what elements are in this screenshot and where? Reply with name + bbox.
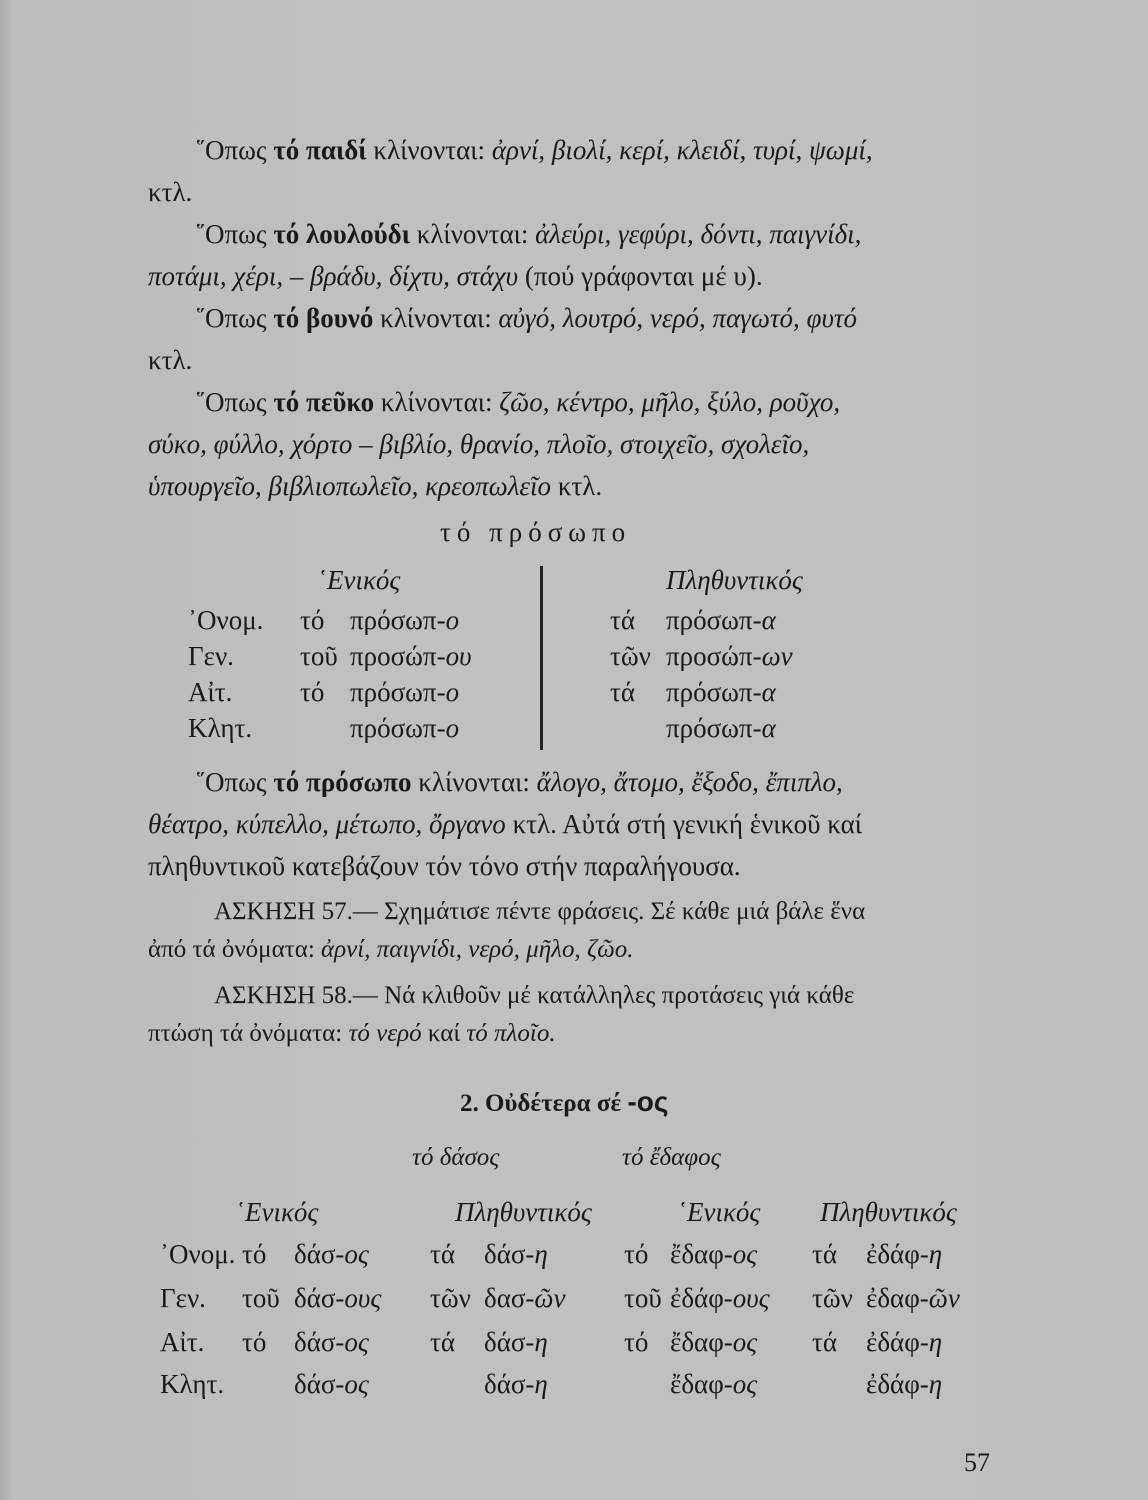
para3-lead: ῞Οπως <box>196 303 274 333</box>
table1-sg-form <box>350 638 471 674</box>
table2-header-plural-1: Πληθυντικός <box>455 1197 592 1227</box>
para4-lead: ῞Οπως <box>196 387 274 417</box>
table2-stem: δάσ- <box>294 1327 345 1357</box>
table2-form <box>484 1280 565 1316</box>
table2-form <box>484 1366 548 1402</box>
table2-form <box>670 1324 757 1360</box>
table2-ending: ος <box>732 1327 758 1357</box>
exercise-58-line1: ΑΣΚΗΣΗ 58.— Νά κλιθοῦν μέ κατάλληλες προτάσεις γιά κάθε <box>214 982 855 1009</box>
para4-list3: ὑπουργεῖο, βιβλιοπωλεῖο, κρεοπωλεῖο <box>148 471 552 501</box>
para4-line1 <box>196 382 840 422</box>
table1-case: Αἰτ. <box>188 677 233 707</box>
table1-case: Γεν. <box>188 641 234 671</box>
table2-stem: ἔδαφ- <box>670 1327 733 1357</box>
table1-pl-form <box>666 602 776 638</box>
table2-form <box>670 1236 757 1272</box>
exercise-57-words: ἀρνί, παιγνίδι, νερό, μῆλο, ζῶο. <box>321 936 634 963</box>
table2-form <box>294 1280 381 1316</box>
table1-pl-stem: πρόσωπ- <box>666 713 762 743</box>
table2-article: τοῦ <box>242 1283 280 1313</box>
para3-keyword: τό βουνό <box>273 303 374 333</box>
table2-stem: δασ- <box>484 1283 535 1313</box>
table2-stem: ἐδάφ- <box>866 1369 929 1399</box>
table2-ending: η <box>928 1369 943 1399</box>
table2-stem: ἐδάφ- <box>670 1283 733 1313</box>
page-number: 57 <box>964 1448 990 1477</box>
table2-form <box>484 1324 548 1360</box>
table1-sg-form <box>350 602 459 638</box>
table2-header-singular-2: ῾Ενικός <box>678 1197 761 1227</box>
table2-form <box>866 1280 960 1316</box>
table2-form <box>670 1280 770 1316</box>
para5-verb: κλίνονται: <box>411 767 537 797</box>
table2-ending: η <box>928 1239 943 1269</box>
table2-article: τά <box>812 1239 837 1269</box>
table2-stem: δάσ- <box>484 1239 535 1269</box>
para3-tail: κτλ. <box>148 345 193 375</box>
table1-sg-stem: προσώπ- <box>350 641 446 671</box>
table1-case: Κλητ. <box>188 713 253 743</box>
table2-form <box>484 1236 548 1272</box>
table2-form <box>866 1324 942 1360</box>
section2-heading-suffix: -ος <box>627 1086 669 1117</box>
table2-ending: η <box>534 1369 548 1399</box>
exercise-58-lead: πτώση τά ὀνόματα: <box>148 1020 349 1047</box>
table2-ending: ος <box>732 1239 758 1269</box>
para4-verb: κλίνονται: <box>374 387 500 417</box>
table1-pl-article: τά <box>610 605 635 635</box>
para4-keyword: τό πεῦκο <box>273 387 375 417</box>
table2-stem: ἔδαφ- <box>670 1239 733 1269</box>
para3-line1 <box>196 298 857 338</box>
para5-line3: πληθυντικοῦ κατεβάζουν τόν τόνο στήν παραλήγουσα. <box>148 851 741 881</box>
table2-form <box>294 1366 369 1402</box>
para2-lead: ῞Οπως <box>196 219 274 249</box>
table2-article: τά <box>812 1327 837 1357</box>
para4-list: ζῶο, κέντρο, μῆλο, ξύλο, ροῦχο, <box>499 387 841 417</box>
table2-stem: ἔδαφ- <box>670 1369 733 1399</box>
table1-divider <box>540 566 543 750</box>
table1-pl-article: τά <box>610 677 635 707</box>
para4-tail: κτλ. <box>551 471 603 501</box>
para2-list2: ποτάμι, χέρι, – βράδυ, δίχτυ, στάχυ <box>148 261 519 291</box>
table2-form <box>866 1236 942 1272</box>
table2-case: ᾽Ονομ. <box>160 1239 236 1269</box>
para1-line1 <box>196 130 873 170</box>
para5-list: ἄλογο, ἄτομο, ἔξοδο, ἔπιπλο, <box>536 767 843 797</box>
table1-pl-stem: προσώπ- <box>666 641 762 671</box>
table2-ending: η <box>534 1327 548 1357</box>
para3-verb: κλίνονται: <box>373 303 499 333</box>
table1-pl-stem: πρόσωπ- <box>666 677 762 707</box>
table2-ending: ος <box>344 1369 369 1399</box>
para4-list2: σύκο, φύλλο, χόρτο – βιβλίο, θρανίο, πλοῖο, στοιχεῖο, σχολεῖο, <box>148 429 810 459</box>
exercise-58-line2 <box>148 1014 556 1054</box>
table1-sg-ending: ο <box>445 677 460 707</box>
table1-sg-article: τό <box>300 677 325 707</box>
table2-stem: ἐδαφ- <box>866 1283 929 1313</box>
para5-line2 <box>148 804 862 844</box>
table2-article: τῶν <box>812 1283 853 1313</box>
para3-list: αὐγό, λουτρό, νερό, παγωτό, φυτό <box>498 303 858 333</box>
table2-form <box>294 1324 369 1360</box>
table2-case: Γεν. <box>160 1283 206 1313</box>
table1-sg-stem: πρόσωπ- <box>350 605 446 635</box>
table1-pl-form <box>666 710 776 746</box>
table1-pl-ending: α <box>761 605 776 635</box>
para4-line3 <box>148 466 602 506</box>
table2-article: τά <box>430 1239 455 1269</box>
table2-word1: τό δάσος <box>412 1144 500 1171</box>
para5-line1 <box>196 762 843 802</box>
para1-tail: κτλ. <box>148 177 193 207</box>
exercise-57-line1: ΑΣΚΗΣΗ 57.— Σχημάτισε πέντε φράσεις. Σέ κάθε μιά βάλε ἕνα <box>214 898 866 925</box>
table1-header-singular: ῾Ενικός <box>318 565 401 595</box>
table1-sg-ending: ου <box>445 641 472 671</box>
table2-ending: ος <box>344 1327 369 1357</box>
table1-pl-stem: πρόσωπ- <box>666 605 762 635</box>
section2-heading-text: 2. Οὐδέτερα σέ <box>460 1090 628 1117</box>
para1-list: ἀρνί, βιολί, κερί, κλειδί, τυρί, ψωμί, <box>491 135 873 165</box>
table2-ending: ος <box>732 1369 758 1399</box>
table1-sg-ending: ο <box>445 605 460 635</box>
table2-article: τό <box>624 1327 649 1357</box>
table2-stem: ἐδάφ- <box>866 1239 929 1269</box>
table2-article: τό <box>624 1239 649 1269</box>
table2-article: τῶν <box>430 1283 471 1313</box>
table2-case: Αἰτ. <box>160 1327 205 1357</box>
table2-form <box>670 1366 757 1402</box>
table2-ending: ους <box>344 1283 382 1313</box>
table2-stem: δάσ- <box>294 1283 345 1313</box>
table2-article: τά <box>430 1327 455 1357</box>
table2-form <box>294 1236 369 1272</box>
table2-ending: η <box>928 1327 943 1357</box>
table1-pl-ending: α <box>761 677 776 707</box>
table2-article: τό <box>242 1327 267 1357</box>
table2-stem: δάσ- <box>294 1239 345 1269</box>
para1-verb: κλίνονται: <box>366 135 492 165</box>
para2-line2 <box>148 256 763 296</box>
table2-ending: ους <box>732 1283 770 1313</box>
table1-case: ᾽Ονομ. <box>188 605 264 635</box>
table2-word2: τό ἔδαφος <box>622 1144 721 1171</box>
table2-case: Κλητ. <box>160 1369 225 1399</box>
table1-sg-ending: ο <box>445 713 460 743</box>
table1-header-plural: Πληθυντικός <box>666 565 803 595</box>
exercise-58-conj: καί <box>421 1020 467 1047</box>
exercise-57-line2 <box>148 930 633 970</box>
table1-sg-stem: πρόσωπ- <box>350 713 446 743</box>
table1-sg-form <box>350 710 459 746</box>
table2-stem: δάσ- <box>294 1369 345 1399</box>
table1-sg-article: τό <box>300 605 325 635</box>
table1-pl-form <box>666 638 793 674</box>
para2-verb: κλίνονται: <box>409 219 536 249</box>
table1-pl-ending: ων <box>761 641 793 671</box>
para5-keyword: τό πρόσωπο <box>273 767 412 797</box>
table2-ending: ῶν <box>534 1283 566 1313</box>
table1-sg-form <box>350 674 459 710</box>
para5-lead: ῞Οπως <box>196 767 274 797</box>
table1-sg-stem: πρόσωπ- <box>350 677 446 707</box>
para5-list2: θέατρο, κύπελλο, μέτωπο, ὄργανο <box>148 809 506 839</box>
table2-stem: δάσ- <box>484 1369 535 1399</box>
exercise-58-word1: τό νερό <box>348 1020 422 1047</box>
exercise-58-word2: τό πλοῖο. <box>466 1020 556 1047</box>
table2-ending: η <box>534 1239 548 1269</box>
para2-note: (πού γράφονται μέ υ). <box>518 261 763 291</box>
table2-form <box>866 1366 942 1402</box>
table1-pl-ending: α <box>761 713 776 743</box>
table1-title: τό πρόσωπο <box>440 517 632 547</box>
table2-article: τό <box>242 1239 267 1269</box>
table2-ending: ῶν <box>928 1283 960 1313</box>
table2-header-singular-1: ῾Ενικός <box>236 1197 319 1227</box>
table1-pl-article: τῶν <box>610 641 651 671</box>
para2-list: ἀλεύρι, γεφύρι, δόντι, παιγνίδι, <box>535 219 862 249</box>
table2-header-plural-2: Πληθυντικός <box>820 1197 957 1227</box>
table2-ending: ος <box>344 1239 369 1269</box>
para1-lead: ῞Οπως <box>196 135 274 165</box>
exercise-57-lead: ἀπό τά ὀνόματα: <box>148 936 322 963</box>
table2-stem: δάσ- <box>484 1327 535 1357</box>
table1-sg-article: τοῦ <box>300 641 338 671</box>
section2-heading <box>460 1082 668 1124</box>
para2-keyword: τό λουλούδι <box>273 219 410 249</box>
para1-keyword: τό παιδί <box>273 135 367 165</box>
para5-rest: κτλ. Αὐτά στή γενική ἑνικοῦ καί <box>505 809 862 839</box>
table2-stem: ἐδάφ- <box>866 1327 929 1357</box>
para2-line1 <box>196 214 861 254</box>
table1-pl-form <box>666 674 776 710</box>
table2-article: τοῦ <box>624 1283 662 1313</box>
